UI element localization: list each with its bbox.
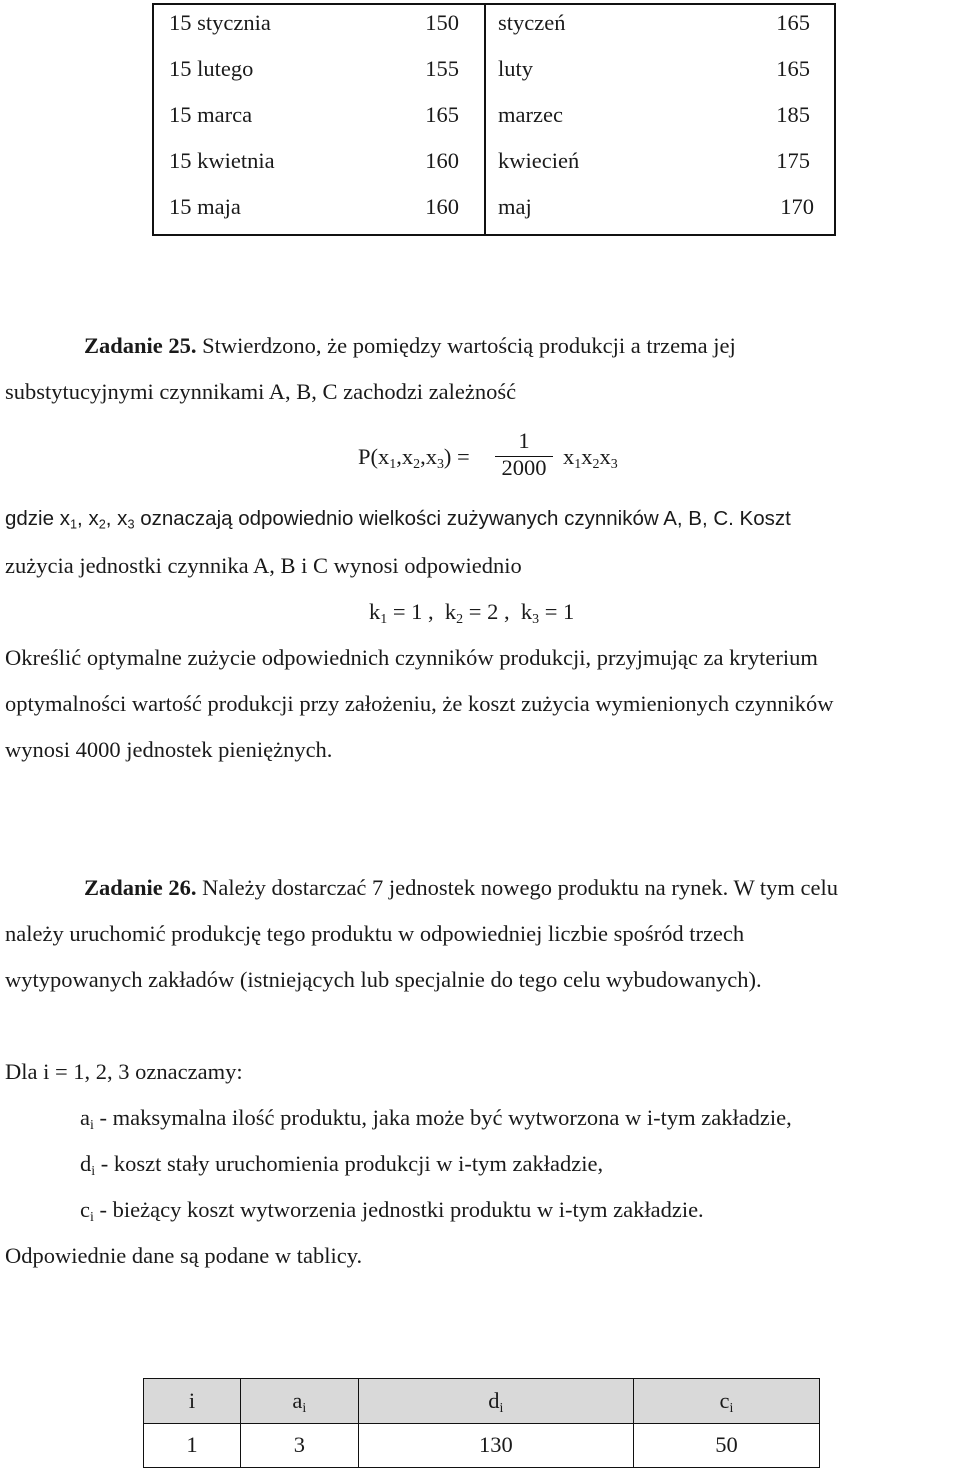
table-divider [484, 5, 486, 234]
right-row-3-value: 185 [776, 102, 810, 127]
header-c: $c_i$ [633, 1379, 819, 1424]
right-row-5-value: 170 [780, 194, 814, 219]
left-row-2-value: 155 [425, 56, 459, 81]
left-row-1-date: 15 stycznia [169, 10, 271, 35]
task26-line3: wytypowanych zakładów (istniejących lub specjalnie do tego celu wybudowanych). [5, 967, 762, 992]
cell-i: 1 [144, 1423, 241, 1468]
task25-line2: substytucyjnymi czynnikami A, B, C zachodzi zależność [5, 379, 517, 404]
bottom-table [143, 1378, 820, 1468]
right-row-4-month: kwiecień [498, 148, 580, 173]
def-d: $d_i$ - koszt stały uruchomienia produkcji w i-tym zakładzie, [80, 1151, 604, 1179]
left-row-1-value: 150 [425, 10, 459, 35]
task25-heading: Zadanie 25. [84, 333, 197, 358]
cell-d: 130 [358, 1423, 633, 1468]
task26-line2: należy uruchomić produkcję tego produktu w odpowiedniej liczbie spośród trzech [5, 921, 745, 946]
def-c: $c_i$ - bieżący koszt wytworzenia jednostki produktu w i-tym zakładzie. [80, 1197, 704, 1225]
right-row-1-month: styczeń [498, 10, 566, 35]
left-row-3-date: 15 marca [169, 102, 253, 127]
task25-line5: Określić optymalne zużycie odpowiednich czynników produkcji, przyjmując za kryterium [5, 645, 818, 670]
cell-a: 3 [240, 1423, 358, 1468]
left-row-2-date: 15 lutego [169, 56, 254, 81]
cell-c: 50 [633, 1423, 819, 1468]
table-header-row [144, 1379, 820, 1424]
left-row-5-value: 160 [425, 194, 459, 219]
left-row-5-date: 15 maja [169, 194, 241, 219]
k-values: $k_1 = 1$ , $k_2 = 2$ , $k_3 = 1$ [369, 599, 575, 627]
left-row-4-date: 15 kwietnia [169, 148, 275, 173]
header-i: i [144, 1379, 241, 1424]
task26-closing: Odpowiednie dane są podane w tablicy. [5, 1243, 363, 1268]
def-a: $a_i$ - maksymalna ilość produktu, jaka może być wytworzona w i-tym zakładzie, [80, 1105, 792, 1133]
right-row-4-value: 175 [776, 148, 810, 173]
task25-line1-text: Stwierdzono, że pomiędzy wartością produkcji a trzema jej [196, 333, 736, 358]
fraction-denominator: 2000 [501, 455, 547, 480]
header-a: $a_i$ [240, 1379, 358, 1424]
right-row-2-month: luty [498, 56, 534, 81]
task26-heading: Zadanie 26. [84, 875, 197, 900]
right-row-2-value: 165 [776, 56, 810, 81]
fraction-numerator: 1 [518, 428, 530, 453]
table-row [144, 1423, 820, 1468]
task25-line4: zużycia jednostki czynnika A, B i C wynosi odpowiednio [5, 553, 522, 578]
left-row-4-value: 160 [425, 148, 459, 173]
task25-line7: wynosi 4000 jednostek pieniężnych. [5, 737, 333, 762]
right-row-5-month: maj [498, 194, 532, 219]
task25-line6: optymalności wartość produkcji przy założeniu, że koszt zużycia wymienionych czynników [5, 691, 834, 716]
formula-fraction [495, 428, 553, 481]
left-row-3-value: 165 [425, 102, 459, 127]
task26-line1 [84, 875, 838, 901]
task26-line1-text: Należy dostarczać 7 jednostek nowego produktu na rynek. W tym celu [196, 875, 839, 900]
right-row-1-value: 165 [776, 10, 810, 35]
task25-line3: gdzie $x_1$, $x_2$, $x_3$ oznaczają odpowiednio wielkości zużywanych czynników A, B, C. Koszt [5, 507, 791, 532]
top-table [152, 3, 836, 236]
task26-dla: Dla i = 1, 2, 3 oznaczamy: [5, 1059, 243, 1084]
header-d: $d_i$ [358, 1379, 633, 1424]
formula-rhs: $x_1x_2x_3$ [563, 444, 618, 472]
formula-lhs: $P(x_1,x_2,x_3)$ = [358, 444, 470, 472]
right-row-3-month: marzec [498, 102, 563, 127]
task25-line1 [84, 333, 736, 359]
